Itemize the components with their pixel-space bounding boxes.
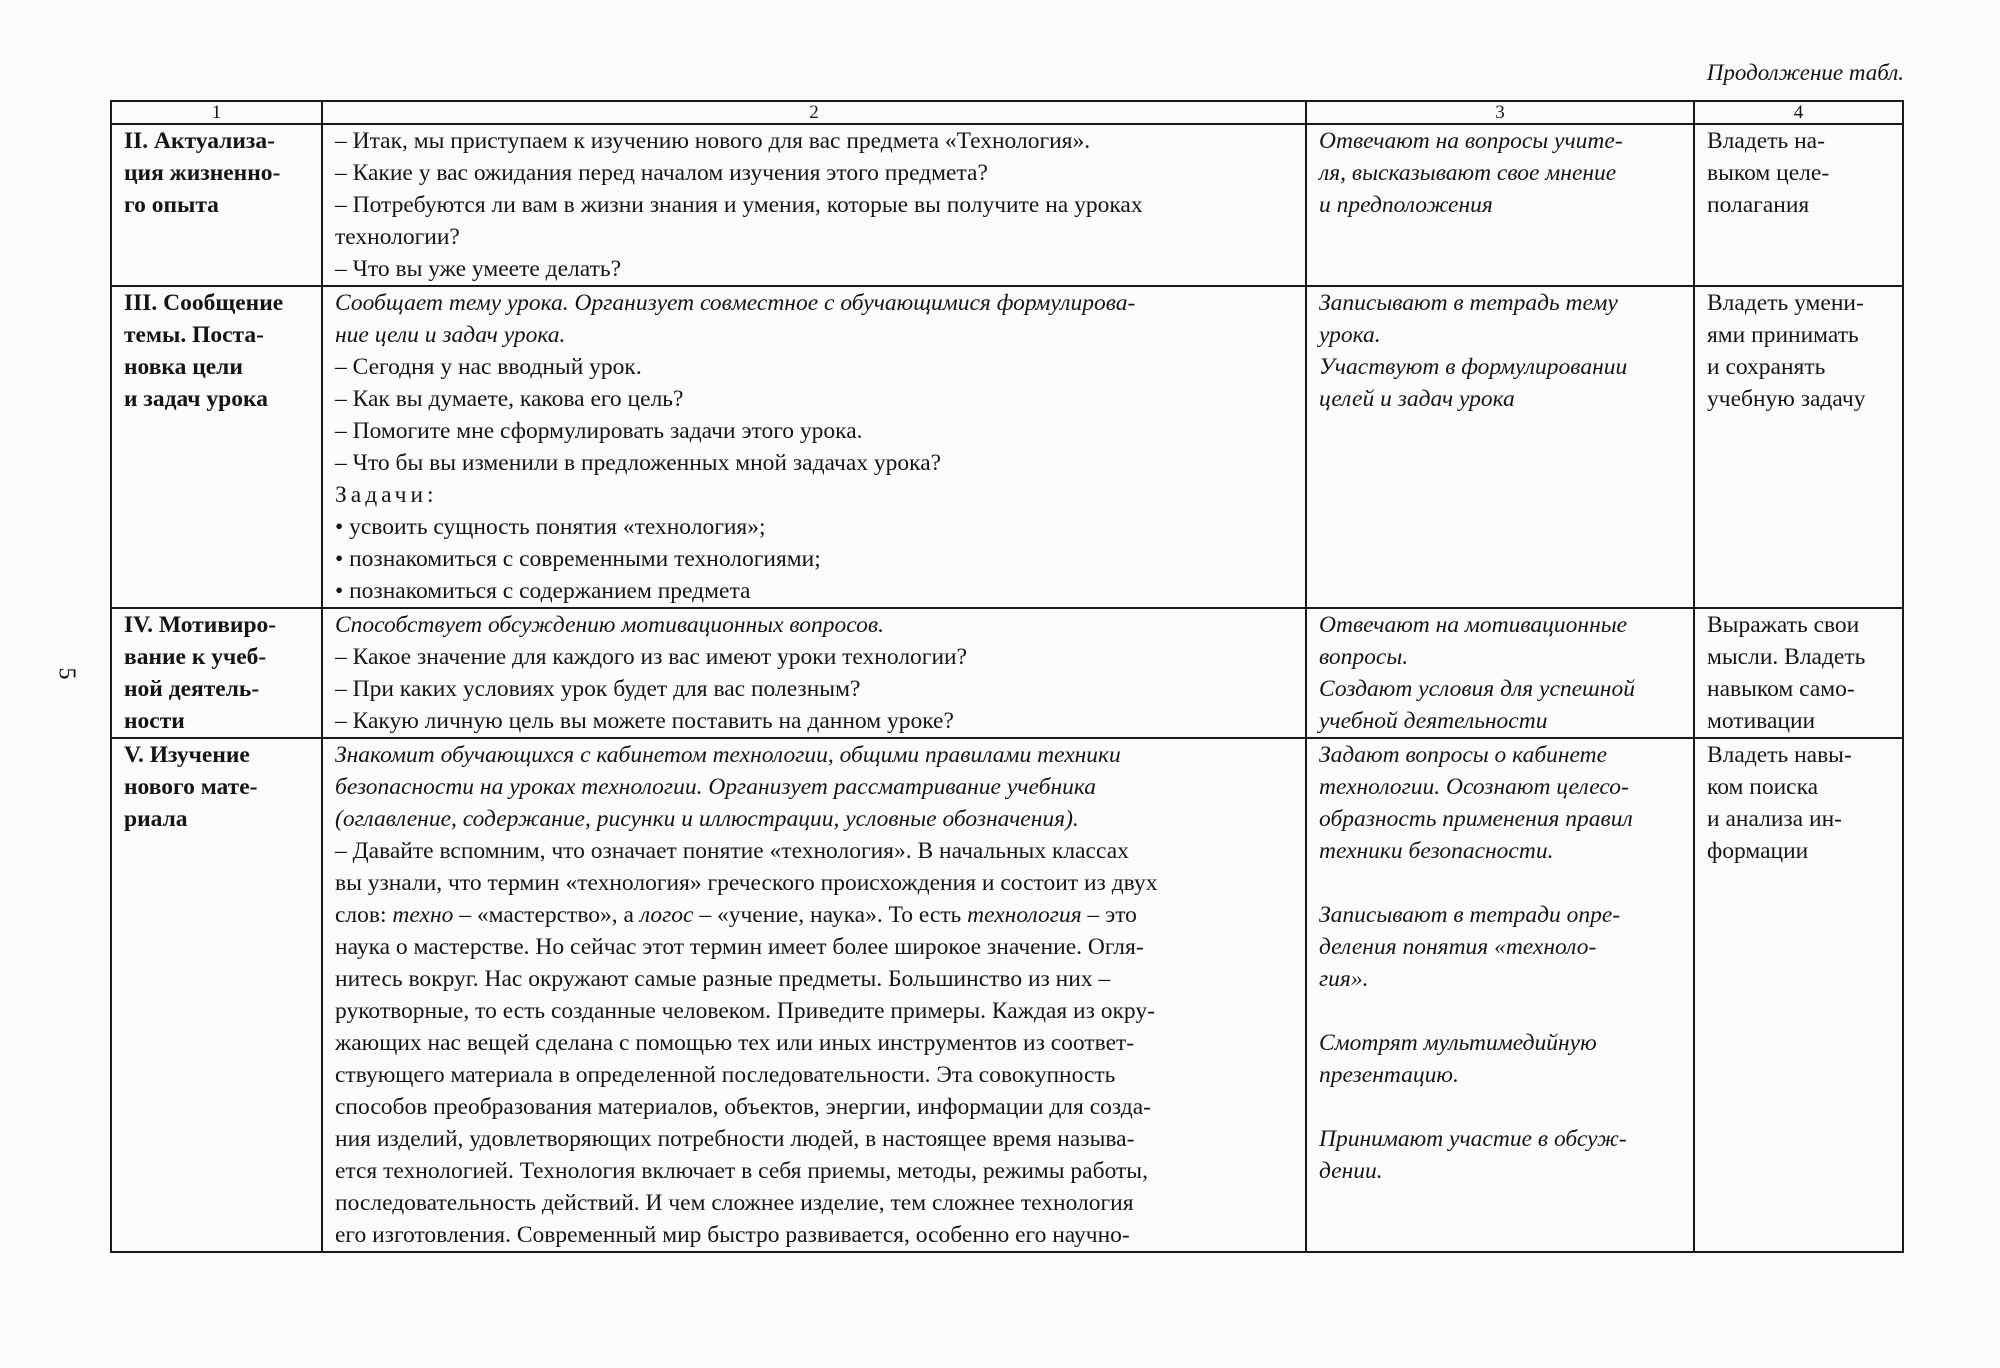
stage-line: V. Изучение xyxy=(124,742,250,768)
students-line: дении. xyxy=(1319,1158,1383,1184)
students-line: деления понятия «техноло- xyxy=(1319,934,1597,960)
skills-cell xyxy=(1694,738,1903,1252)
teacher-line: Сообщает тему урока. Организует совместное с обучающимися формулирова- xyxy=(335,290,1136,316)
stage-line: риала xyxy=(124,806,188,832)
column-number: 3 xyxy=(1306,101,1694,124)
text-run: – «учение, наука». То есть xyxy=(699,902,962,928)
tasks-heading: Задачи: xyxy=(335,482,438,508)
lesson-table xyxy=(110,100,1904,1253)
students-line: учебной деятельности xyxy=(1319,708,1548,734)
teacher-line: жающих нас вещей сделана с помощью тех или иных инструментов из соответ- xyxy=(335,1030,1135,1056)
stage-line: ция жизненно- xyxy=(124,160,281,186)
skills-line: мотивации xyxy=(1707,708,1816,734)
students-line: образность применения правил xyxy=(1319,806,1633,832)
skills-line: полагания xyxy=(1707,192,1810,218)
students-line: Участвуют в формулировании xyxy=(1319,354,1628,380)
students-line: презентацию. xyxy=(1319,1062,1459,1088)
column-number: 4 xyxy=(1694,101,1903,124)
students-line: ля, высказывают свое мнение xyxy=(1319,160,1617,186)
stage-line: ной деятель- xyxy=(124,676,260,702)
skills-cell xyxy=(1694,124,1903,286)
teacher-line: последовательность действий. И чем сложнее изделие, тем сложнее технология xyxy=(335,1190,1134,1216)
teacher-line: ния изделий, удовлетворяющих потребности людей, в настоящее время называ- xyxy=(335,1126,1135,1152)
teacher-line: безопасности на уроках технологии. Организует рассматривание учебника xyxy=(335,774,1097,800)
students-cell xyxy=(1306,738,1694,1252)
teacher-line: – Какое значение для каждого из вас имеют уроки технологии? xyxy=(335,644,968,670)
teacher-line: – Давайте вспомним, что означает понятие «технология». В начальных классах xyxy=(335,838,1129,864)
teacher-line: – Какие у вас ожидания перед началом изучения этого предмета? xyxy=(335,160,988,186)
students-cell xyxy=(1306,608,1694,738)
table-row xyxy=(111,124,1903,286)
term-logos: логос xyxy=(639,902,694,928)
teacher-line: рукотворные, то есть созданные человеком. Приведите примеры. Каждая из окру- xyxy=(335,998,1155,1024)
teacher-line: – Помогите мне сформулировать задачи этого урока. xyxy=(335,418,863,444)
term-technology: технология xyxy=(967,902,1082,928)
students-line: Отвечают на вопросы учите- xyxy=(1319,128,1623,154)
teacher-line: нитесь вокруг. Нас окружают самые разные предметы. Большинство из них – xyxy=(335,966,1111,992)
teacher-line: технологии? xyxy=(335,224,460,250)
teacher-line: – Что бы вы изменили в предложенных мной задачах урока? xyxy=(335,450,942,476)
skills-line: Владеть умени- xyxy=(1707,290,1864,316)
teacher-line: ется технологией. Технология включает в себя приемы, методы, режимы работы, xyxy=(335,1158,1148,1184)
students-line: Записывают в тетради опре- xyxy=(1319,902,1621,928)
skills-line: Владеть навы- xyxy=(1707,742,1852,768)
teacher-cell xyxy=(322,738,1306,1252)
students-line: и предположения xyxy=(1319,192,1493,218)
teacher-line: Знакомит обучающихся с кабинетом технологии, общими правилами техники xyxy=(335,742,1121,768)
spacer xyxy=(1319,867,1685,899)
students-line: Создают условия для успешной xyxy=(1319,676,1635,702)
teacher-cell xyxy=(322,124,1306,286)
skills-line: Выражать свои xyxy=(1707,612,1860,638)
students-line: техники безопасности. xyxy=(1319,838,1554,864)
teacher-cell xyxy=(322,286,1306,608)
teacher-line: – Потребуются ли вам в жизни знания и умения, которые вы получите на уроках xyxy=(335,192,1143,218)
students-line: Принимают участие в обсуж- xyxy=(1319,1126,1627,1152)
skills-line: Владеть на- xyxy=(1707,128,1825,154)
stage-cell xyxy=(111,608,322,738)
students-line: Записывают в тетрадь тему xyxy=(1319,290,1618,316)
stage-line: III. Сообщение xyxy=(124,290,284,316)
column-number-row xyxy=(111,101,1903,124)
spacer xyxy=(1319,1091,1685,1123)
stage-line: IV. Мотивиро- xyxy=(124,612,277,638)
column-number: 2 xyxy=(322,101,1306,124)
stage-line: темы. Поста- xyxy=(124,322,264,348)
skills-cell xyxy=(1694,286,1903,608)
teacher-line: ствующего материала в определенной последовательности. Эта совокупность xyxy=(335,1062,1116,1088)
students-line: гия». xyxy=(1319,966,1369,992)
stage-line: нового мате- xyxy=(124,774,258,800)
skills-line: учебную задачу xyxy=(1707,386,1866,412)
teacher-line: – Сегодня у нас вводный урок. xyxy=(335,354,642,380)
teacher-line: наука о мастерстве. Но сейчас этот термин имеет более широкое значение. Огля- xyxy=(335,934,1144,960)
stage-line: и задач урока xyxy=(124,386,268,412)
stage-line: II. Актуализа- xyxy=(124,128,275,154)
skills-line: мысли. Владеть xyxy=(1707,644,1866,670)
spacer xyxy=(1319,995,1685,1027)
students-line: Задают вопросы о кабинете xyxy=(1319,742,1608,768)
page-number: 5 xyxy=(53,667,80,680)
skills-line: ком поиска xyxy=(1707,774,1819,800)
stage-cell xyxy=(111,738,322,1252)
teacher-line: – Какую личную цель вы можете поставить на данном уроке? xyxy=(335,708,954,734)
task-item: • познакомиться с содержанием предмета xyxy=(335,578,751,604)
students-line: вопросы. xyxy=(1319,644,1409,670)
continuation-label: Продолжение табл. xyxy=(1706,60,1904,85)
table-row xyxy=(111,608,1903,738)
teacher-line: способов преобразования материалов, объектов, энергии, информации для созда- xyxy=(335,1094,1151,1120)
skills-line: формации xyxy=(1707,838,1809,864)
teacher-line: ние цели и задач урока. xyxy=(335,322,566,348)
table-row xyxy=(111,738,1903,1252)
teacher-line: – Как вы думаете, какова его цель? xyxy=(335,386,684,412)
stage-line: новка цели xyxy=(124,354,243,380)
teacher-line: – При каких условиях урок будет для вас полезным? xyxy=(335,676,861,702)
students-line: технологии. Осознают целесо- xyxy=(1319,774,1629,800)
stage-cell xyxy=(111,286,322,608)
students-line: Отвечают на мотивационные xyxy=(1319,612,1628,638)
task-item: • усвоить сущность понятия «технология»; xyxy=(335,514,766,540)
students-line: целей и задач урока xyxy=(1319,386,1515,412)
skills-line: выком целе- xyxy=(1707,160,1830,186)
teacher-line: вы узнали, что термин «технология» греческого происхождения и состоит из двух xyxy=(335,870,1158,896)
text-run: слов: xyxy=(335,902,387,928)
teacher-line: – Что вы уже умеете делать? xyxy=(335,256,622,282)
text-run: – это xyxy=(1087,902,1137,928)
students-cell xyxy=(1306,286,1694,608)
skills-line: навыком само- xyxy=(1707,676,1855,702)
teacher-line: Способствует обсуждению мотивационных вопросов. xyxy=(335,612,884,638)
stage-line: вание к учеб- xyxy=(124,644,267,670)
skills-line: и сохранять xyxy=(1707,354,1826,380)
skills-cell xyxy=(1694,608,1903,738)
students-cell xyxy=(1306,124,1694,286)
teacher-line: его изготовления. Современный мир быстро развивается, особенно его научно- xyxy=(335,1222,1130,1248)
term-techno: техно xyxy=(392,902,454,928)
skills-line: и анализа ин- xyxy=(1707,806,1842,832)
teacher-line-mixed xyxy=(335,899,1297,931)
students-line: Смотрят мультимедийную xyxy=(1319,1030,1597,1056)
text-run: – «мастерство», а xyxy=(459,902,634,928)
teacher-line: – Итак, мы приступаем к изучению нового для вас предмета «Технология». xyxy=(335,128,1091,154)
skills-line: ями принимать xyxy=(1707,322,1859,348)
students-line: урока. xyxy=(1319,322,1381,348)
stage-line: го опыта xyxy=(124,192,219,218)
task-item: • познакомиться с современными технологиями; xyxy=(335,546,821,572)
teacher-line: (оглавление, содержание, рисунки и иллюстрации, условные обозначения). xyxy=(335,806,1079,832)
stage-line: ности xyxy=(124,708,185,734)
column-number: 1 xyxy=(111,101,322,124)
table-row xyxy=(111,286,1903,608)
stage-cell xyxy=(111,124,322,286)
teacher-cell xyxy=(322,608,1306,738)
